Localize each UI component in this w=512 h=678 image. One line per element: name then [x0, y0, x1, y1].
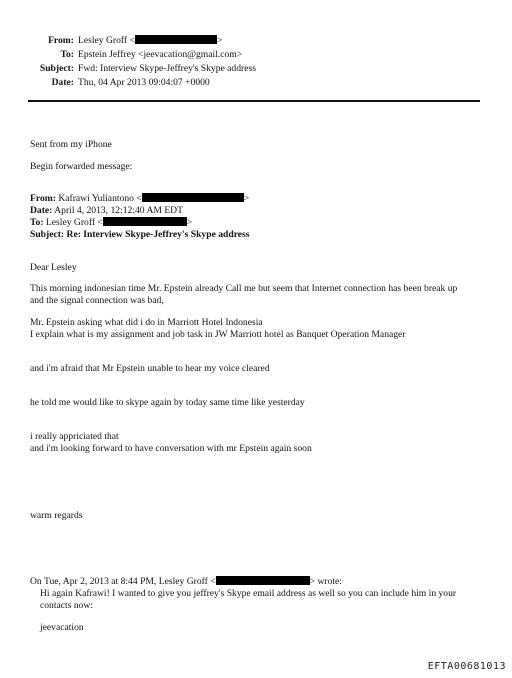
fwd-to-line	[30, 217, 192, 229]
header-subject-label: Subject:	[39, 63, 74, 74]
message-greeting: Dear Lesley	[30, 262, 77, 273]
message-paragraph-3: and i'm afraid that Mr Epstein unable to hear my voice cleared	[30, 363, 270, 374]
redaction-box	[216, 576, 310, 585]
header-from-label: From:	[48, 35, 74, 46]
header-date-value: Thu, 04 Apr 2013 09:04:07 +0000	[78, 77, 210, 88]
redaction-box	[103, 217, 187, 226]
fwd-from-name: Kafrawi Yuliantono <	[58, 193, 142, 204]
redaction-box	[135, 35, 217, 44]
message-paragraph-2-line-2: I explain what is my assignment and job task in JW Marriott hotel as Banquet Operation Manager	[30, 329, 406, 340]
fwd-subject-label: Subject:	[30, 229, 65, 240]
message-signoff: warm regards	[30, 510, 83, 521]
message-paragraph-5-line-2: and i'm looking forward to have conversation with mr Epstein again soon	[30, 443, 312, 454]
quoted-line-3: jeevacation	[40, 622, 84, 633]
fwd-subject-line	[30, 229, 250, 241]
quoted-intro	[30, 576, 342, 588]
message-paragraph-1-line-1: This morning indonesian time Mr. Epstein already Call me but seem that Internet connection has been break up	[30, 283, 458, 294]
header-date-label: Date:	[51, 77, 74, 88]
document-id: EFTA00681013	[427, 661, 506, 672]
fwd-subject-value: Re: Interview Skype-Jeffrey's Skype address	[66, 229, 250, 240]
header-from-close: >	[216, 35, 223, 46]
fwd-to-name: Lesley Groff <	[45, 217, 103, 228]
begin-forwarded-line: Begin forwarded message:	[30, 161, 133, 172]
fwd-to-label: To:	[30, 217, 44, 228]
message-paragraph-1-line-2: and the signal connection was bad,	[30, 295, 164, 306]
message-paragraph-4: he told me would like to skype again by today same time like yesterday	[30, 397, 305, 408]
quoted-line-1: Hi again Kafrawi! I wanted to give you jeffrey's Skype email address as well so you can include him in your	[40, 588, 457, 599]
redaction-box	[142, 193, 244, 202]
header-from-name: Lesley Groff <	[78, 35, 135, 46]
header-from-value	[78, 35, 222, 47]
fwd-from-close: >	[243, 193, 250, 204]
quoted-line-2: contacts now:	[40, 600, 94, 611]
message-paragraph-2-line-1: Mr. Epstein asking what did i do in Marriott Hotel Indonesia	[30, 317, 263, 328]
header-to-value: Epstein Jeffrey <jeevacation@gmail.com>	[78, 49, 243, 60]
quoted-intro-wrote: > wrote:	[309, 576, 342, 587]
quoted-intro-text: On Tue, Apr 2, 2013 at 8:44 PM, Lesley Groff <	[30, 576, 216, 587]
fwd-to-close: >	[186, 217, 193, 228]
fwd-from-label: From:	[30, 193, 56, 204]
sent-from-line: Sent from my iPhone	[30, 139, 112, 150]
fwd-date-value: April 4, 2013, 12:12:40 AM EDT	[54, 205, 183, 216]
fwd-date-label: Date:	[30, 205, 53, 216]
header-subject-value: Fwd: Interview Skype-Jeffrey's Skype address	[78, 63, 256, 74]
header-divider	[28, 100, 480, 102]
fwd-date-line	[30, 205, 183, 217]
message-paragraph-5-line-1: i really appriciated that	[30, 431, 119, 442]
header-to-label: To:	[60, 49, 74, 60]
fwd-from-line	[30, 193, 249, 205]
